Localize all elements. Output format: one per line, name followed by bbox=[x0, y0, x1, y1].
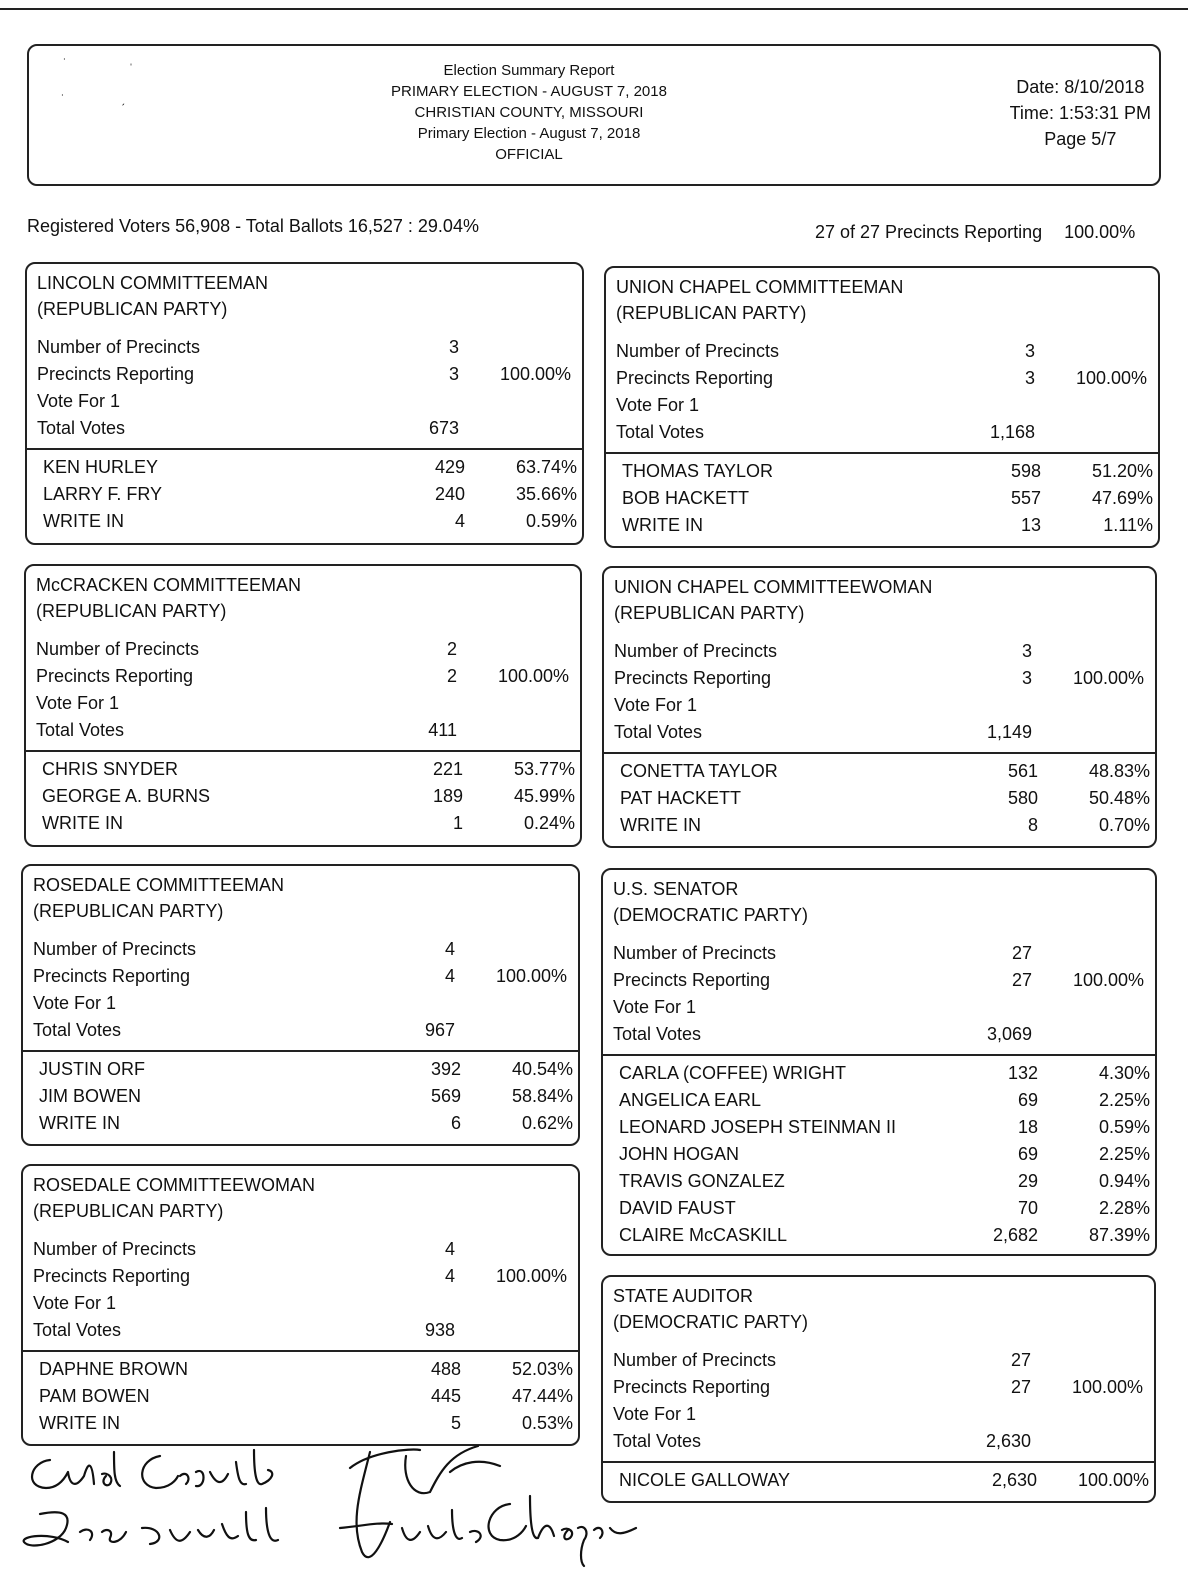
candidate-row bbox=[620, 785, 1155, 812]
top-rule bbox=[0, 8, 1188, 10]
certifying-signatures bbox=[10, 1432, 650, 1572]
total-votes-votes: 938 bbox=[424, 1320, 455, 1340]
precincts-reporting-votes: 2 bbox=[446, 666, 457, 686]
number-of-precincts-label: Number of Precincts bbox=[613, 943, 777, 963]
vote-for bbox=[36, 690, 580, 717]
candidate-row-percent: 0.53% bbox=[521, 1413, 573, 1433]
candidate-row-label: WRITE IN bbox=[622, 515, 703, 535]
race-stats bbox=[613, 1347, 1154, 1455]
race-office: STATE AUDITOR bbox=[613, 1286, 754, 1306]
vote-for-label: Vote For 1 bbox=[613, 997, 697, 1017]
precincts-reporting bbox=[614, 665, 1155, 692]
race-title bbox=[616, 274, 903, 326]
candidate-row-label: JOHN HOGAN bbox=[619, 1144, 740, 1164]
candidate-row-votes: 2,630 bbox=[991, 1470, 1037, 1490]
vote-for bbox=[33, 990, 578, 1017]
total-votes bbox=[613, 1021, 1155, 1048]
precincts-reporting-label: Precincts Reporting bbox=[37, 364, 195, 384]
candidate-row-label: DAVID FAUST bbox=[619, 1198, 736, 1218]
candidate-row bbox=[619, 1168, 1155, 1195]
candidate-row-label: WRITE IN bbox=[39, 1113, 120, 1133]
report-time: Time: 1:53:31 PM bbox=[1009, 103, 1151, 123]
registered-voters-summary: Registered Voters 56,908 - Total Ballots 16,527 : 29.04% bbox=[27, 216, 479, 236]
candidate-row bbox=[619, 1222, 1155, 1249]
precincts-reporting-summary bbox=[815, 222, 1135, 243]
corner-marks: ˙ ˌ ˙ ˏ bbox=[61, 52, 133, 106]
vote-for-label: Vote For 1 bbox=[36, 693, 120, 713]
report-header bbox=[27, 44, 1161, 186]
candidate-row-votes: 18 bbox=[1017, 1117, 1038, 1137]
total-votes bbox=[33, 1017, 578, 1044]
candidate-list bbox=[43, 454, 582, 535]
candidate-row bbox=[619, 1467, 1154, 1494]
candidate-row-votes: 1 bbox=[452, 813, 463, 833]
precincts-reporting-label: Precincts Reporting bbox=[616, 368, 774, 388]
precincts-reporting-votes: 27 bbox=[1010, 1377, 1031, 1397]
precincts-reporting bbox=[33, 963, 578, 990]
number-of-precincts bbox=[33, 1236, 578, 1263]
number-of-precincts-votes: 4 bbox=[444, 939, 455, 959]
precincts-reporting-votes: 4 bbox=[444, 966, 455, 986]
number-of-precincts-votes: 3 bbox=[448, 337, 459, 357]
candidate-row-votes: 29 bbox=[1017, 1171, 1038, 1191]
election-name: PRIMARY ELECTION - AUGUST 7, 2018 bbox=[391, 83, 667, 100]
candidate-row-percent: 45.99% bbox=[513, 786, 575, 806]
candidate-row-label: GEORGE A. BURNS bbox=[42, 786, 211, 806]
precincts-reporting bbox=[616, 365, 1158, 392]
precincts-reporting-label: Precincts Reporting bbox=[33, 966, 191, 986]
candidate-row-percent: 40.54% bbox=[511, 1059, 573, 1079]
number-of-precincts-votes: 27 bbox=[1011, 943, 1032, 963]
number-of-precincts-votes: 2 bbox=[446, 639, 457, 659]
race-office: U.S. SENATOR bbox=[613, 879, 739, 899]
candidate-list bbox=[42, 756, 580, 837]
candidate-row bbox=[39, 1383, 578, 1410]
candidate-row bbox=[39, 1110, 578, 1137]
candidate-list bbox=[620, 758, 1155, 839]
candidate-row-votes: 445 bbox=[430, 1386, 461, 1406]
candidate-row-percent: 51.20% bbox=[1091, 461, 1153, 481]
candidate-row bbox=[620, 758, 1155, 785]
race-party: (REPUBLICAN PARTY) bbox=[33, 1201, 224, 1221]
race-stats bbox=[36, 636, 580, 744]
total-votes bbox=[614, 719, 1155, 746]
candidate-row-percent: 100.00% bbox=[1077, 1470, 1149, 1490]
candidate-row-label: WRITE IN bbox=[39, 1413, 120, 1433]
vote-for-label: Vote For 1 bbox=[33, 993, 117, 1013]
candidate-row-label: PAM BOWEN bbox=[39, 1386, 150, 1406]
precincts-reporting bbox=[37, 361, 582, 388]
precincts-reporting-votes: 3 bbox=[1024, 368, 1035, 388]
total-votes-votes: 967 bbox=[424, 1020, 455, 1040]
candidate-row-label: TRAVIS GONZALEZ bbox=[619, 1171, 785, 1191]
vote-for-label: Vote For 1 bbox=[37, 391, 121, 411]
report-title-block bbox=[329, 60, 729, 165]
candidate-row bbox=[42, 810, 580, 837]
precincts-reporting bbox=[33, 1263, 578, 1290]
total-votes-votes: 1,149 bbox=[986, 722, 1032, 742]
race-divider bbox=[23, 1050, 578, 1052]
race-divider bbox=[603, 1461, 1154, 1463]
total-votes bbox=[37, 415, 582, 442]
precincts-reporting-pct: 100.00% bbox=[1064, 222, 1136, 242]
total-votes-label: Total Votes bbox=[616, 422, 705, 442]
candidate-row-percent: 2.28% bbox=[1098, 1198, 1150, 1218]
precincts-reporting-label: Precincts Reporting bbox=[613, 1377, 771, 1397]
candidate-row bbox=[620, 812, 1155, 839]
candidate-row-label: KEN HURLEY bbox=[43, 457, 159, 477]
precincts-reporting-label: Precincts Reporting bbox=[613, 970, 771, 990]
county-name: CHRISTIAN COUNTY, MISSOURI bbox=[414, 104, 644, 121]
candidate-row-label: PAT HACKETT bbox=[620, 788, 742, 808]
candidate-row-label: CARLA (COFFEE) WRIGHT bbox=[619, 1063, 847, 1083]
candidate-list bbox=[619, 1060, 1155, 1249]
candidate-row-votes: 132 bbox=[1007, 1063, 1038, 1083]
race-box bbox=[25, 262, 584, 545]
candidate-row-label: DAPHNE BROWN bbox=[39, 1359, 189, 1379]
number-of-precincts bbox=[616, 338, 1158, 365]
total-votes-label: Total Votes bbox=[33, 1320, 122, 1340]
total-votes-label: Total Votes bbox=[614, 722, 703, 742]
candidate-row bbox=[619, 1060, 1155, 1087]
candidate-row-percent: 0.94% bbox=[1098, 1171, 1150, 1191]
candidate-row-label: THOMAS TAYLOR bbox=[622, 461, 774, 481]
number-of-precincts-label: Number of Precincts bbox=[33, 1239, 197, 1259]
candidate-row bbox=[39, 1083, 578, 1110]
vote-for bbox=[33, 1290, 578, 1317]
race-title bbox=[33, 1172, 315, 1224]
candidate-list bbox=[39, 1356, 578, 1437]
vote-for bbox=[613, 994, 1155, 1021]
total-votes-votes: 673 bbox=[428, 418, 459, 438]
race-divider bbox=[606, 452, 1158, 454]
precincts-reporting-percent: 100.00% bbox=[497, 666, 569, 686]
race-office: ROSEDALE COMMITTEEMAN bbox=[33, 875, 285, 895]
candidate-row bbox=[622, 485, 1158, 512]
total-votes-label: Total Votes bbox=[613, 1431, 702, 1451]
number-of-precincts bbox=[614, 638, 1155, 665]
precincts-reporting-votes: 3 bbox=[448, 364, 459, 384]
page-number: Page 5/7 bbox=[1044, 129, 1117, 149]
race-title bbox=[37, 270, 268, 322]
number-of-precincts-votes: 3 bbox=[1021, 641, 1032, 661]
total-votes-label: Total Votes bbox=[613, 1024, 702, 1044]
precincts-reporting bbox=[36, 663, 580, 690]
total-votes-label: Total Votes bbox=[33, 1020, 122, 1040]
candidate-row-label: CLAIRE McCASKILL bbox=[619, 1225, 788, 1245]
race-party: (REPUBLICAN PARTY) bbox=[614, 603, 805, 623]
race-title bbox=[613, 876, 808, 928]
race-party: (DEMOCRATIC PARTY) bbox=[613, 905, 809, 925]
candidate-row bbox=[43, 454, 582, 481]
race-party: (DEMOCRATIC PARTY) bbox=[613, 1312, 809, 1332]
candidate-row-percent: 4.30% bbox=[1098, 1063, 1150, 1083]
number-of-precincts bbox=[36, 636, 580, 663]
race-stats bbox=[33, 1236, 578, 1344]
candidate-row-votes: 70 bbox=[1017, 1198, 1038, 1218]
candidate-list bbox=[622, 458, 1158, 539]
vote-for bbox=[37, 388, 582, 415]
candidate-row-percent: 47.69% bbox=[1091, 488, 1153, 508]
race-title bbox=[613, 1283, 808, 1335]
precincts-reporting-votes: 4 bbox=[444, 1266, 455, 1286]
precincts-reporting-percent: 100.00% bbox=[1071, 1377, 1143, 1397]
candidate-row-votes: 6 bbox=[450, 1113, 461, 1133]
precincts-reporting-label: Precincts Reporting bbox=[614, 668, 772, 688]
race-divider bbox=[26, 750, 580, 752]
candidate-row-votes: 69 bbox=[1017, 1144, 1038, 1164]
vote-for-label: Vote For 1 bbox=[616, 395, 700, 415]
candidate-row-votes: 189 bbox=[432, 786, 463, 806]
race-office: LINCOLN COMMITTEEMAN bbox=[37, 273, 269, 293]
candidate-row-percent: 50.48% bbox=[1088, 788, 1150, 808]
vote-for bbox=[616, 392, 1158, 419]
candidate-row-votes: 392 bbox=[430, 1059, 461, 1079]
candidate-row-label: NICOLE GALLOWAY bbox=[619, 1470, 791, 1490]
precincts-reporting-percent: 100.00% bbox=[1072, 668, 1144, 688]
candidate-row-label: CONETTA TAYLOR bbox=[620, 761, 778, 781]
candidate-row-votes: 5 bbox=[450, 1413, 461, 1433]
number-of-precincts bbox=[33, 936, 578, 963]
candidate-row-votes: 69 bbox=[1017, 1090, 1038, 1110]
candidate-row bbox=[619, 1114, 1155, 1141]
race-title bbox=[614, 574, 932, 626]
number-of-precincts-votes: 3 bbox=[1024, 341, 1035, 361]
vote-for bbox=[614, 692, 1155, 719]
number-of-precincts-label: Number of Precincts bbox=[613, 1350, 777, 1370]
report-title: Election Summary Report bbox=[443, 62, 615, 79]
number-of-precincts bbox=[613, 1347, 1154, 1374]
number-of-precincts bbox=[37, 334, 582, 361]
precincts-reporting-votes: 3 bbox=[1021, 668, 1032, 688]
candidate-row bbox=[39, 1056, 578, 1083]
precincts-reporting-label: Precincts Reporting bbox=[36, 666, 194, 686]
candidate-row-percent: 63.74% bbox=[515, 457, 577, 477]
candidate-row-label: CHRIS SNYDER bbox=[42, 759, 179, 779]
race-box bbox=[21, 864, 580, 1146]
race-box bbox=[601, 868, 1157, 1256]
number-of-precincts-label: Number of Precincts bbox=[616, 341, 780, 361]
number-of-precincts-label: Number of Precincts bbox=[36, 639, 200, 659]
race-divider bbox=[27, 448, 582, 450]
candidate-row-label: WRITE IN bbox=[620, 815, 701, 835]
candidate-row-percent: 1.11% bbox=[1103, 515, 1153, 535]
candidate-row-votes: 4 bbox=[454, 511, 465, 531]
total-votes bbox=[616, 419, 1158, 446]
candidate-row-percent: 0.62% bbox=[521, 1113, 573, 1133]
vote-for bbox=[613, 1401, 1154, 1428]
candidate-row-votes: 429 bbox=[434, 457, 465, 477]
race-party: (REPUBLICAN PARTY) bbox=[37, 299, 228, 319]
candidate-row-votes: 2,682 bbox=[992, 1225, 1038, 1245]
candidate-row bbox=[39, 1356, 578, 1383]
total-votes-votes: 1,168 bbox=[989, 422, 1035, 442]
candidate-row-label: BOB HACKETT bbox=[622, 488, 750, 508]
race-party: (REPUBLICAN PARTY) bbox=[616, 303, 807, 323]
candidate-row-percent: 47.44% bbox=[511, 1386, 573, 1406]
candidate-row bbox=[43, 508, 582, 535]
race-divider bbox=[23, 1350, 578, 1352]
race-party: (REPUBLICAN PARTY) bbox=[33, 901, 224, 921]
race-box bbox=[602, 566, 1157, 848]
race-office: ROSEDALE COMMITTEEWOMAN bbox=[33, 1175, 316, 1195]
candidate-row-votes: 561 bbox=[1007, 761, 1038, 781]
race-stats bbox=[616, 338, 1158, 446]
race-stats bbox=[613, 940, 1155, 1048]
total-votes-label: Total Votes bbox=[36, 720, 125, 740]
candidate-row-percent: 53.77% bbox=[513, 759, 575, 779]
candidate-row-label: JUSTIN ORF bbox=[39, 1059, 145, 1079]
candidate-row bbox=[619, 1141, 1155, 1168]
candidate-row-votes: 598 bbox=[1010, 461, 1041, 481]
candidate-list bbox=[619, 1467, 1154, 1494]
election-subtitle: Primary Election - August 7, 2018 bbox=[417, 125, 641, 142]
race-box bbox=[21, 1164, 580, 1446]
race-divider bbox=[604, 752, 1155, 754]
candidate-row-percent: 0.59% bbox=[525, 511, 577, 531]
candidate-row-label: LARRY F. FRY bbox=[43, 484, 163, 504]
candidate-row-votes: 488 bbox=[430, 1359, 461, 1379]
candidate-row bbox=[619, 1195, 1155, 1222]
candidate-row-votes: 557 bbox=[1010, 488, 1041, 508]
race-box bbox=[601, 1275, 1156, 1503]
number-of-precincts-label: Number of Precincts bbox=[33, 939, 197, 959]
candidate-row-percent: 35.66% bbox=[515, 484, 577, 504]
candidate-row bbox=[619, 1087, 1155, 1114]
precincts-reporting bbox=[613, 967, 1155, 994]
race-title bbox=[36, 572, 301, 624]
number-of-precincts bbox=[613, 940, 1155, 967]
candidate-row-votes: 221 bbox=[432, 759, 463, 779]
candidate-row-label: WRITE IN bbox=[42, 813, 123, 833]
official-label: OFFICIAL bbox=[495, 146, 563, 163]
candidate-row-percent: 2.25% bbox=[1098, 1090, 1150, 1110]
candidate-row-votes: 240 bbox=[434, 484, 465, 504]
candidate-row-votes: 13 bbox=[1020, 515, 1041, 535]
candidate-row-votes: 569 bbox=[430, 1086, 461, 1106]
candidate-row-percent: 58.84% bbox=[511, 1086, 573, 1106]
report-date: Date: 8/10/2018 bbox=[1016, 77, 1145, 97]
number-of-precincts-votes: 27 bbox=[1010, 1350, 1031, 1370]
race-office: UNION CHAPEL COMMITTEEMAN bbox=[616, 277, 904, 297]
candidate-row bbox=[42, 756, 580, 783]
race-stats bbox=[33, 936, 578, 1044]
precincts-reporting-votes: 27 bbox=[1011, 970, 1032, 990]
race-stats bbox=[614, 638, 1155, 746]
candidate-row-percent: 0.70% bbox=[1098, 815, 1150, 835]
number-of-precincts-votes: 4 bbox=[444, 1239, 455, 1259]
candidate-row-percent: 52.03% bbox=[511, 1359, 573, 1379]
total-votes-votes: 411 bbox=[428, 720, 457, 740]
total-votes bbox=[33, 1317, 578, 1344]
race-box bbox=[604, 266, 1160, 548]
candidate-row-percent: 0.24% bbox=[523, 813, 575, 833]
number-of-precincts-label: Number of Precincts bbox=[37, 337, 201, 357]
total-votes-label: Total Votes bbox=[37, 418, 126, 438]
total-votes-votes: 3,069 bbox=[986, 1024, 1032, 1044]
candidate-row-label: WRITE IN bbox=[43, 511, 124, 531]
precincts-reporting-percent: 100.00% bbox=[495, 1266, 567, 1286]
race-box bbox=[24, 564, 582, 847]
race-office: UNION CHAPEL COMMITTEEWOMAN bbox=[614, 577, 933, 597]
candidate-list bbox=[39, 1056, 578, 1137]
vote-for-label: Vote For 1 bbox=[613, 1404, 697, 1424]
race-office: McCRACKEN COMMITTEEMAN bbox=[36, 575, 301, 595]
race-divider bbox=[603, 1054, 1155, 1056]
total-votes bbox=[613, 1428, 1154, 1455]
precincts-reporting-percent: 100.00% bbox=[1075, 368, 1147, 388]
candidate-row bbox=[622, 512, 1158, 539]
candidate-row bbox=[622, 458, 1158, 485]
precincts-reporting-label: Precincts Reporting bbox=[33, 1266, 191, 1286]
candidate-row-percent: 2.25% bbox=[1098, 1144, 1150, 1164]
precincts-reporting-text: 27 of 27 Precincts Reporting bbox=[815, 222, 1043, 242]
candidate-row bbox=[42, 783, 580, 810]
precincts-reporting-percent: 100.00% bbox=[499, 364, 571, 384]
race-stats bbox=[37, 334, 582, 442]
total-votes bbox=[36, 717, 580, 744]
precincts-reporting-percent: 100.00% bbox=[1072, 970, 1144, 990]
vote-for-label: Vote For 1 bbox=[33, 1293, 117, 1313]
candidate-row-votes: 8 bbox=[1027, 815, 1038, 835]
candidate-row-label: JIM BOWEN bbox=[39, 1086, 141, 1106]
candidate-row-percent: 0.59% bbox=[1098, 1117, 1150, 1137]
candidate-row-label: ANGELICA EARL bbox=[619, 1090, 762, 1110]
number-of-precincts-label: Number of Precincts bbox=[614, 641, 778, 661]
precincts-reporting-percent: 100.00% bbox=[495, 966, 567, 986]
vote-for-label: Vote For 1 bbox=[614, 695, 698, 715]
candidate-row-votes: 580 bbox=[1007, 788, 1038, 808]
race-title bbox=[33, 872, 284, 924]
candidate-row-percent: 48.83% bbox=[1088, 761, 1150, 781]
candidate-row-percent: 87.39% bbox=[1088, 1225, 1150, 1245]
candidate-row-label: LEONARD JOSEPH STEINMAN II bbox=[619, 1117, 897, 1137]
race-party: (REPUBLICAN PARTY) bbox=[36, 601, 227, 621]
candidate-row bbox=[43, 481, 582, 508]
report-meta bbox=[1010, 74, 1151, 152]
precincts-reporting bbox=[613, 1374, 1154, 1401]
total-votes-votes: 2,630 bbox=[985, 1431, 1031, 1451]
